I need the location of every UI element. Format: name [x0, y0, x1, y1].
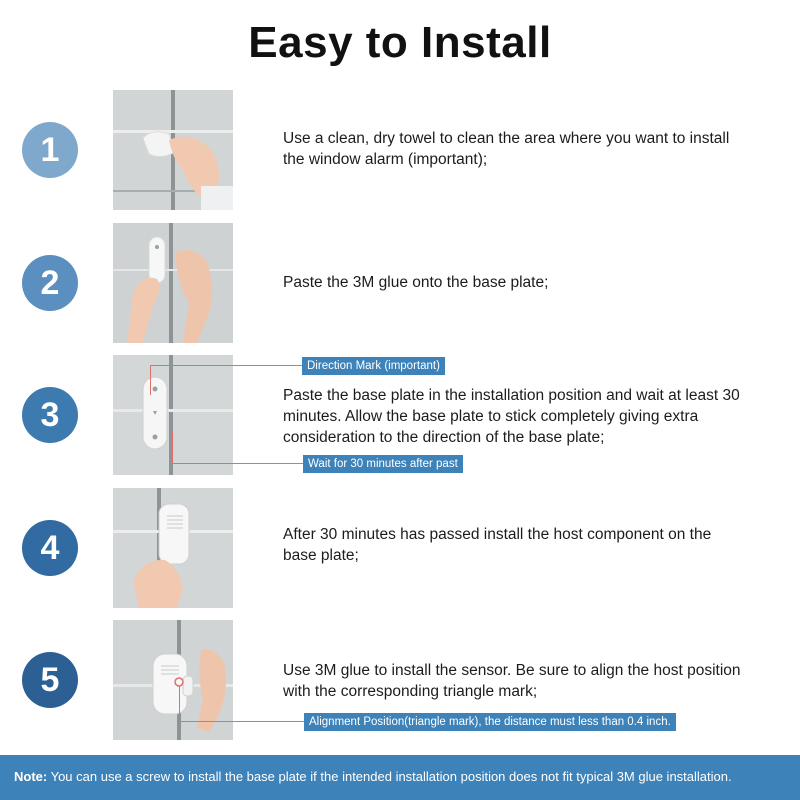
- step-3-description: Paste the base plate in the installation position and wait at least 30 minutes. Allow the base plate to stick completely giving extra consideration to the direction of the base plate;: [283, 387, 740, 446]
- callout-wait-time: Wait for 30 minutes after past: [303, 455, 463, 473]
- glue-pasting-illustration: [113, 223, 233, 343]
- step-number-badge: 2: [22, 255, 78, 311]
- step-1-photo: [113, 90, 233, 210]
- step-4-photo: [113, 488, 233, 608]
- step-3-photo: [113, 355, 233, 475]
- note-banner: [0, 755, 800, 800]
- callout-alignment-position: Alignment Position(triangle mark), the distance must less than 0.4 inch.: [304, 713, 676, 731]
- step-5: [0, 620, 800, 740]
- note-text: You can use a screw to install the base plate if the intended installation position does not fit typical 3M glue installation.: [47, 769, 732, 784]
- callout-leader-line: [150, 365, 302, 366]
- towel-cleaning-illustration: [113, 90, 233, 210]
- step-1: [0, 90, 800, 210]
- step-3: [0, 355, 800, 475]
- callout-leader-line: [172, 463, 303, 464]
- callout-leader-line: [172, 431, 173, 464]
- step-number-badge: 4: [22, 520, 78, 576]
- base-plate-illustration: [113, 355, 233, 475]
- callout-leader-line: [179, 686, 180, 722]
- step-4: [0, 488, 800, 608]
- note-label: Note:: [14, 769, 48, 784]
- step-number-badge: 1: [22, 122, 78, 178]
- callout-direction-mark: Direction Mark (important): [302, 357, 445, 375]
- step-2-description: Paste the 3M glue onto the base plate;: [283, 274, 549, 291]
- step-5-description: Use 3M glue to install the sensor. Be sure to align the host position with the corresponding triangle mark;: [283, 662, 741, 700]
- page-title: Easy to Install: [248, 18, 552, 67]
- step-5-photo: [113, 620, 233, 740]
- sensor-align-illustration: [113, 620, 233, 740]
- step-4-description: After 30 minutes has passed install the host component on the base plate;: [283, 526, 712, 564]
- step-2: [0, 223, 800, 343]
- callout-leader-line: [150, 365, 151, 395]
- step-2-photo: [113, 223, 233, 343]
- callout-leader-line: [179, 721, 304, 722]
- step-1-description: Use a clean, dry towel to clean the area where you want to install the window alarm (important);: [283, 130, 730, 168]
- host-install-illustration: [113, 488, 233, 608]
- step-number-badge: 3: [22, 387, 78, 443]
- step-number-badge: 5: [22, 652, 78, 708]
